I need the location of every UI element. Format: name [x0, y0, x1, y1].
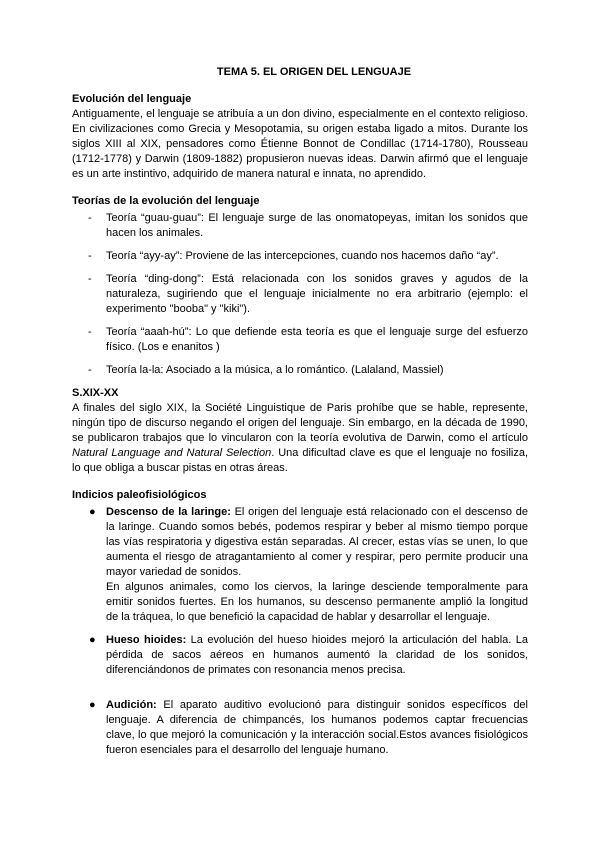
- list-item: - Teoría “aaah-hú”: Lo que defiende esta teoría es que el lenguaje surge del esfuerzo físico. (Los e enanitos ): [88, 326, 528, 353]
- paragraph-evolucion: Antiguamente, el lenguaje se atribuía a un don divino, especialmente en el contexto religioso. En civilizaciones como Grecia y Mesopotamia, su origen estaba ligado a mitos. Durante los siglos XIII al XIX, pensadores como Étienne Bonnot de Condillac (1714-1780), Rousseau (1712-1778) y Darwin (1809-1882) propusieron nuevas ideas. Darwin afirmó que el lenguaje es un arte instintivo, adquirido de manera natural e innata, no aprendido.: [72, 108, 528, 180]
- dash-marker: -: [88, 273, 92, 285]
- list-item: - Teoría “ayy-ay”: Proviene de las intercepciones, cuando nos hacemos daño “ay”.: [88, 250, 499, 262]
- section-indicios: [72, 488, 528, 758]
- section-heading-teorias: Teorías de la evolución del lenguaje: [72, 195, 260, 207]
- list-item: - Teoría “ding-dong”: Está relacionada con los sonidos graves y agudos de la naturaleza, sugiriendo que el lenguaje inicialmente no era arbitrario (ejemplo: el experimento "booba" y "kiki").: [88, 273, 528, 315]
- dash-marker: -: [88, 364, 92, 376]
- paragraph-sxix: A finales del siglo XIX, la Société Linguistique de Paris prohíbe que se hable, represente, ningún tipo de discurso negando el origen del lenguaje. Sin embargo, en la década de 1990, se publicaron trabajos que lo vincularon con la teoría evolutiva de Darwin, como el artículo Natural Language and Natural Selection. Una dificultad clave es que el lenguaje no fosiliza, lo que obliga a buscar pistas en otras áreas.: [72, 402, 529, 474]
- indicios-list: [72, 505, 528, 758]
- dash-marker: -: [88, 326, 92, 338]
- bullet-icon: ●: [89, 506, 96, 518]
- section-teorias: [72, 194, 528, 378]
- section-heading-sxix: S.XIX-XX: [72, 387, 119, 399]
- list-item: - Teoría la-la: Asociado a la música, a lo romántico. (Lalaland, Massiel): [88, 364, 444, 376]
- bullet-icon: ●: [89, 699, 96, 711]
- dash-marker: -: [88, 250, 92, 262]
- section-heading-evolucion: Evolución del lenguaje: [72, 93, 192, 105]
- section-heading-indicios: Indicios paleofisiológicos: [72, 489, 207, 501]
- dash-marker: -: [88, 212, 92, 224]
- section-evolucion: [72, 92, 528, 182]
- list-item: ● Hueso hioides: La evolución del hueso hioides mejoró la articulación del habla. La pérdida de sacos aéreos en humanos aumentó la claridad de los sonidos, diferenciándonos de primates con resonancia menos precisa.: [89, 634, 529, 676]
- theory-list: [72, 211, 528, 378]
- page-title: TEMA 5. EL ORIGEN DEL LENGUAJE: [216, 66, 412, 78]
- article-title: Natural Language and Natural Selection: [72, 447, 272, 459]
- section-sxix: [72, 386, 528, 476]
- list-item: ● Descenso de la laringe: El origen del lenguaje está relacionado con el descenso de la laringe. Cuando somos bebés, podemos respirar y beber al mismo tiempo porque las vías respiratoria y digestiva están separadas. Al crecer, estas vías se unen, lo que aumenta el riesgo de atragantamiento al comer y respirar, pero permite producir una mayor variedad de sonidos. En algunos animales, como los ciervos, la laringe desciende temporalmente para emitir sonidos fuertes. En los humanos, su descenso permanente amplió la longitud de la tráquea, lo que benefició la capacidad de hablar y desarrollar el lenguaje.: [89, 506, 528, 623]
- list-item: ● Audición: El aparato auditivo evolucionó para distinguir sonidos específicos del lenguaje. A diferencia de chimpancés, los humanos podemos captar frecuencias clave, lo que mejoró la comunicación y la interacción social.Estos avances fisiológicos fueron esenciales para el desarrollo del lenguaje humano.: [89, 699, 528, 756]
- bullet-icon: ●: [89, 634, 96, 646]
- list-item: - Teoría “guau-guau”: El lenguaje surge de las onomatopeyas, imitan los sonidos que hacen los animales.: [88, 212, 528, 239]
